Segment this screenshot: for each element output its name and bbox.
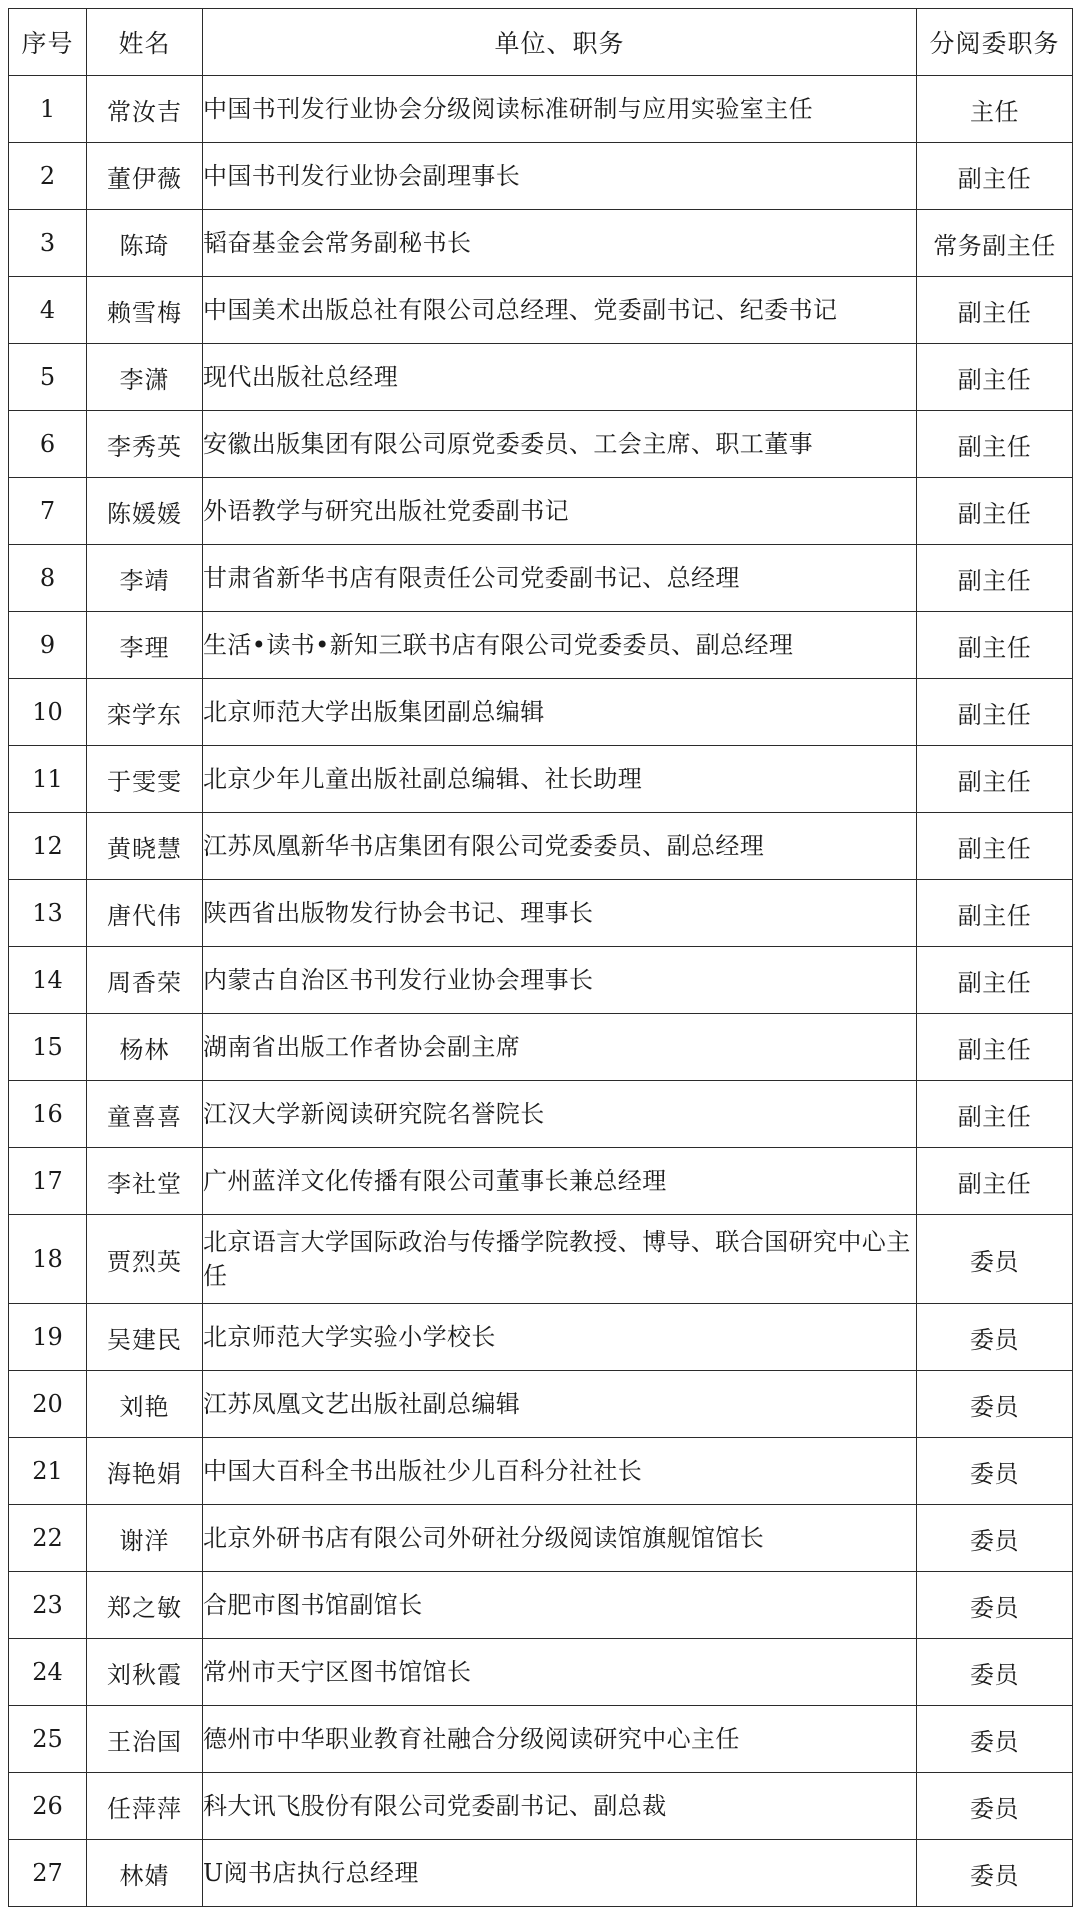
table-row [9,210,1073,277]
cell-index: 19 [9,1304,87,1371]
cell-role: 委员 [917,1304,1073,1371]
cell-name: 李靖 [87,545,203,612]
cell-name: 李潇 [87,344,203,411]
table-row [9,1014,1073,1081]
column-header-unit: 单位、职务 [203,9,917,76]
cell-index: 26 [9,1773,87,1840]
table-row [9,143,1073,210]
table-row [9,679,1073,746]
cell-unit: 外语教学与研究出版社党委副书记 [203,478,917,545]
cell-role: 副主任 [917,1081,1073,1148]
cell-name: 李社堂 [87,1148,203,1215]
cell-index: 3 [9,210,87,277]
cell-name: 唐代伟 [87,880,203,947]
cell-index: 21 [9,1438,87,1505]
table-row [9,1505,1073,1572]
cell-name: 陈媛媛 [87,478,203,545]
table-row [9,411,1073,478]
table-row [9,1840,1073,1907]
cell-role: 主任 [917,76,1073,143]
cell-name: 李理 [87,612,203,679]
cell-role: 常务副主任 [917,210,1073,277]
cell-role: 副主任 [917,1148,1073,1215]
cell-name: 王治国 [87,1706,203,1773]
cell-index: 18 [9,1215,87,1304]
cell-role: 副主任 [917,1014,1073,1081]
cell-name: 任萍萍 [87,1773,203,1840]
cell-role: 委员 [917,1438,1073,1505]
cell-role: 委员 [917,1639,1073,1706]
cell-name: 林婧 [87,1840,203,1907]
cell-name: 谢洋 [87,1505,203,1572]
cell-index: 7 [9,478,87,545]
cell-unit: 甘肃省新华书店有限责任公司党委副书记、总经理 [203,545,917,612]
cell-role: 副主任 [917,277,1073,344]
cell-index: 22 [9,1505,87,1572]
cell-role: 委员 [917,1773,1073,1840]
table-row [9,1639,1073,1706]
cell-unit: 中国大百科全书出版社少儿百科分社社长 [203,1438,917,1505]
cell-role: 副主任 [917,612,1073,679]
table-row [9,1706,1073,1773]
table-row [9,947,1073,1014]
cell-index: 12 [9,813,87,880]
cell-index: 13 [9,880,87,947]
cell-role: 委员 [917,1215,1073,1304]
column-header-index: 序号 [9,9,87,76]
table-row [9,813,1073,880]
cell-index: 1 [9,76,87,143]
cell-role: 副主任 [917,880,1073,947]
table-row [9,1081,1073,1148]
table-header [9,9,1073,76]
cell-name: 赖雪梅 [87,277,203,344]
cell-name: 周香荣 [87,947,203,1014]
cell-role: 副主任 [917,947,1073,1014]
committee-roster-table [8,8,1073,1907]
cell-unit: 陕西省出版物发行协会书记、理事长 [203,880,917,947]
cell-role: 副主任 [917,143,1073,210]
cell-unit: 北京师范大学出版集团副总编辑 [203,679,917,746]
cell-unit: 合肥市图书馆副馆长 [203,1572,917,1639]
column-header-role: 分阅委职务 [917,9,1073,76]
cell-name: 于雯雯 [87,746,203,813]
table-row [9,880,1073,947]
cell-unit: 北京外研书店有限公司外研社分级阅读馆旗舰馆馆长 [203,1505,917,1572]
cell-index: 2 [9,143,87,210]
cell-index: 4 [9,277,87,344]
cell-unit: 科大讯飞股份有限公司党委副书记、副总裁 [203,1773,917,1840]
cell-role: 委员 [917,1371,1073,1438]
cell-unit: 中国美术出版总社有限公司总经理、党委副书记、纪委书记 [203,277,917,344]
table-row [9,746,1073,813]
column-header-name: 姓名 [87,9,203,76]
table-header-row [9,9,1073,76]
cell-index: 6 [9,411,87,478]
table-row [9,1304,1073,1371]
cell-unit: 常州市天宁区图书馆馆长 [203,1639,917,1706]
table-row [9,478,1073,545]
cell-name: 郑之敏 [87,1572,203,1639]
cell-index: 14 [9,947,87,1014]
cell-role: 副主任 [917,746,1073,813]
cell-role: 副主任 [917,545,1073,612]
cell-name: 贾烈英 [87,1215,203,1304]
cell-unit: 安徽出版集团有限公司原党委委员、工会主席、职工董事 [203,411,917,478]
cell-unit: 北京师范大学实验小学校长 [203,1304,917,1371]
table-row [9,1438,1073,1505]
cell-index: 15 [9,1014,87,1081]
cell-unit: 内蒙古自治区书刊发行业协会理事长 [203,947,917,1014]
cell-name: 杨林 [87,1014,203,1081]
cell-name: 陈琦 [87,210,203,277]
cell-unit: 现代出版社总经理 [203,344,917,411]
cell-index: 16 [9,1081,87,1148]
cell-unit: 江苏凤凰文艺出版社副总编辑 [203,1371,917,1438]
cell-name: 刘艳 [87,1371,203,1438]
table-row [9,1215,1073,1304]
cell-name: 李秀英 [87,411,203,478]
cell-unit: 德州市中华职业教育社融合分级阅读研究中心主任 [203,1706,917,1773]
cell-unit: 湖南省出版工作者协会副主席 [203,1014,917,1081]
cell-index: 10 [9,679,87,746]
cell-role: 委员 [917,1840,1073,1907]
cell-role: 副主任 [917,478,1073,545]
cell-index: 8 [9,545,87,612]
cell-unit: U阅书店执行总经理 [203,1840,917,1907]
cell-name: 董伊薇 [87,143,203,210]
cell-name: 常汝吉 [87,76,203,143]
cell-index: 27 [9,1840,87,1907]
cell-name: 吴建民 [87,1304,203,1371]
cell-unit: 中国书刊发行业协会分级阅读标准研制与应用实验室主任 [203,76,917,143]
cell-index: 5 [9,344,87,411]
table-body [9,76,1073,1907]
cell-unit: 江苏凤凰新华书店集团有限公司党委委员、副总经理 [203,813,917,880]
cell-index: 11 [9,746,87,813]
cell-name: 刘秋霞 [87,1639,203,1706]
cell-role: 委员 [917,1505,1073,1572]
cell-unit: 韬奋基金会常务副秘书长 [203,210,917,277]
cell-index: 20 [9,1371,87,1438]
cell-name: 童喜喜 [87,1081,203,1148]
cell-unit: 北京少年儿童出版社副总编辑、社长助理 [203,746,917,813]
cell-role: 委员 [917,1572,1073,1639]
table-row [9,1148,1073,1215]
cell-unit: 广州蓝洋文化传播有限公司董事长兼总经理 [203,1148,917,1215]
cell-unit: 中国书刊发行业协会副理事长 [203,143,917,210]
table-row [9,277,1073,344]
cell-name: 栾学东 [87,679,203,746]
cell-role: 副主任 [917,344,1073,411]
table-row [9,76,1073,143]
table-row [9,545,1073,612]
table-row [9,1773,1073,1840]
cell-index: 17 [9,1148,87,1215]
cell-unit: 北京语言大学国际政治与传播学院教授、博导、联合国研究中心主任 [203,1215,917,1304]
cell-role: 副主任 [917,813,1073,880]
cell-name: 黄晓慧 [87,813,203,880]
cell-index: 23 [9,1572,87,1639]
cell-index: 24 [9,1639,87,1706]
cell-index: 25 [9,1706,87,1773]
cell-unit: 生活•读书•新知三联书店有限公司党委委员、副总经理 [203,612,917,679]
table-row [9,344,1073,411]
cell-name: 海艳娟 [87,1438,203,1505]
cell-index: 9 [9,612,87,679]
cell-role: 委员 [917,1706,1073,1773]
cell-role: 副主任 [917,411,1073,478]
cell-unit: 江汉大学新阅读研究院名誉院长 [203,1081,917,1148]
table-row [9,1371,1073,1438]
table-row [9,1572,1073,1639]
table-row [9,612,1073,679]
cell-role: 副主任 [917,679,1073,746]
